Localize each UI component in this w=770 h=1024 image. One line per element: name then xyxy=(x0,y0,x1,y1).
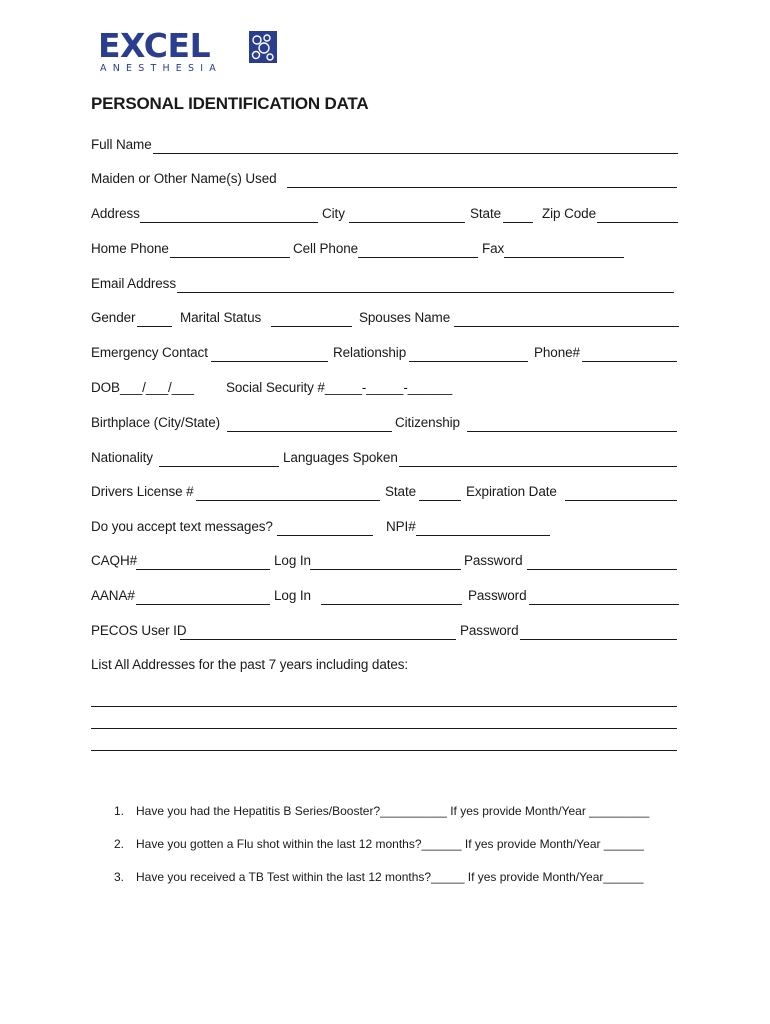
aana-label: AANA# xyxy=(91,588,135,603)
logo-wordmark: EXCEL xyxy=(98,26,211,65)
address-field[interactable] xyxy=(140,222,318,223)
address-history-line-3[interactable] xyxy=(91,750,677,751)
question-number: 2. xyxy=(114,837,125,851)
caqh-row xyxy=(91,553,681,573)
drivers-license-label: Drivers License # xyxy=(91,484,194,499)
pecos-field[interactable] xyxy=(180,639,456,640)
drivers-license-field[interactable] xyxy=(196,500,380,501)
languages-label: Languages Spoken xyxy=(283,450,398,465)
zip-label: Zip Code xyxy=(542,206,596,221)
marital-status-field[interactable] xyxy=(271,326,352,327)
dob-row xyxy=(91,380,681,400)
question-number: 1. xyxy=(114,804,125,818)
home-phone-field[interactable] xyxy=(170,257,290,258)
relationship-field[interactable] xyxy=(409,361,528,362)
fax-field[interactable] xyxy=(504,257,624,258)
email-field[interactable] xyxy=(177,292,674,293)
gender-field[interactable] xyxy=(137,326,172,327)
email-row xyxy=(91,276,681,296)
addresses-row xyxy=(91,657,681,677)
caqh-password-label: Password xyxy=(464,553,523,568)
maiden-name-field[interactable] xyxy=(287,187,677,188)
caqh-field[interactable] xyxy=(136,569,270,570)
fax-label: Fax xyxy=(482,241,505,256)
address-label: Address xyxy=(91,206,140,221)
page-title: PERSONAL IDENTIFICATION DATA xyxy=(91,94,369,113)
phone-number-label: Phone# xyxy=(534,345,580,360)
question-number: 3. xyxy=(114,870,125,884)
pecos-label: PECOS User ID xyxy=(91,623,187,638)
home-phone-label: Home Phone xyxy=(91,241,169,256)
email-label: Email Address xyxy=(91,276,176,291)
caqh-label: CAQH# xyxy=(91,553,138,568)
text-messages-field[interactable] xyxy=(277,535,373,536)
marital-status-label: Marital Status xyxy=(180,310,262,325)
state-label: State xyxy=(470,206,502,221)
maiden-name-row xyxy=(91,171,681,191)
gender-row xyxy=(91,310,681,330)
question-text[interactable]: Have you had the Hepatitis B Series/Booster?__________ If yes provide Month/Year _________ xyxy=(136,804,650,818)
phone-row xyxy=(91,241,681,261)
spouse-name-label: Spouses Name xyxy=(359,310,451,325)
dob-field[interactable]: DOB___/___/___ xyxy=(91,380,194,395)
cell-phone-label: Cell Phone xyxy=(293,241,359,256)
gender-label: Gender xyxy=(91,310,136,325)
citizenship-label: Citizenship xyxy=(395,415,460,430)
ssn-field[interactable]: Social Security #_____-_____-______ xyxy=(226,380,453,395)
spouse-name-field[interactable] xyxy=(454,326,679,327)
caqh-password-field[interactable] xyxy=(527,569,677,570)
cell-phone-field[interactable] xyxy=(358,257,478,258)
question-text[interactable]: Have you received a TB Test within the last 12 months?_____ If yes provide Month/Year______ xyxy=(136,870,644,884)
pecos-password-field[interactable] xyxy=(520,639,677,640)
aana-field[interactable] xyxy=(136,604,270,605)
pecos-password-label: Password xyxy=(460,623,519,638)
emergency-contact-field[interactable] xyxy=(211,361,328,362)
logo-subtitle: ANESTHESIA xyxy=(100,63,222,74)
full-name-row xyxy=(91,137,681,157)
aana-login-field[interactable] xyxy=(321,604,462,605)
address-history-line-1[interactable] xyxy=(91,706,677,707)
nationality-field[interactable] xyxy=(159,466,279,467)
nationality-row xyxy=(91,450,681,470)
aana-password-label: Password xyxy=(468,588,527,603)
birthplace-label: Birthplace (City/State) xyxy=(91,415,220,430)
aana-login-label: Log In xyxy=(274,588,311,603)
nationality-label: Nationality xyxy=(91,450,153,465)
maiden-name-label: Maiden or Other Name(s) Used xyxy=(91,171,277,186)
pecos-row xyxy=(91,623,681,643)
address-history-line-2[interactable] xyxy=(91,728,677,729)
company-logo xyxy=(98,28,280,78)
caqh-login-field[interactable] xyxy=(310,569,461,570)
phone-number-field[interactable] xyxy=(582,361,677,362)
drivers-license-row xyxy=(91,484,681,504)
npi-label: NPI# xyxy=(386,519,416,534)
birthplace-row xyxy=(91,415,681,435)
dl-state-label: State xyxy=(385,484,417,499)
emergency-row xyxy=(91,345,681,365)
aana-password-field[interactable] xyxy=(529,604,679,605)
caqh-login-label: Log In xyxy=(274,553,311,568)
birthplace-field[interactable] xyxy=(227,431,392,432)
full-name-label: Full Name xyxy=(91,137,152,152)
expiration-date-label: Expiration Date xyxy=(466,484,557,499)
aana-row xyxy=(91,588,681,608)
state-field[interactable] xyxy=(503,222,533,223)
logo-bubbles-icon xyxy=(249,31,277,63)
address-row xyxy=(91,206,681,226)
npi-field[interactable] xyxy=(416,535,550,536)
text-messages-row xyxy=(91,519,681,539)
dl-state-field[interactable] xyxy=(419,500,461,501)
question-text[interactable]: Have you gotten a Flu shot within the last 12 months?______ If yes provide Month/Year ______ xyxy=(136,837,644,851)
zip-field[interactable] xyxy=(597,222,678,223)
city-label: City xyxy=(322,206,345,221)
expiration-date-field[interactable] xyxy=(565,500,677,501)
city-field[interactable] xyxy=(349,222,465,223)
emergency-contact-label: Emergency Contact xyxy=(91,345,208,360)
citizenship-field[interactable] xyxy=(467,431,677,432)
addresses-prompt: List All Addresses for the past 7 years including dates: xyxy=(91,657,409,672)
text-messages-label: Do you accept text messages? xyxy=(91,519,273,534)
relationship-label: Relationship xyxy=(333,345,407,360)
full-name-field[interactable] xyxy=(153,153,678,154)
languages-field[interactable] xyxy=(399,466,677,467)
